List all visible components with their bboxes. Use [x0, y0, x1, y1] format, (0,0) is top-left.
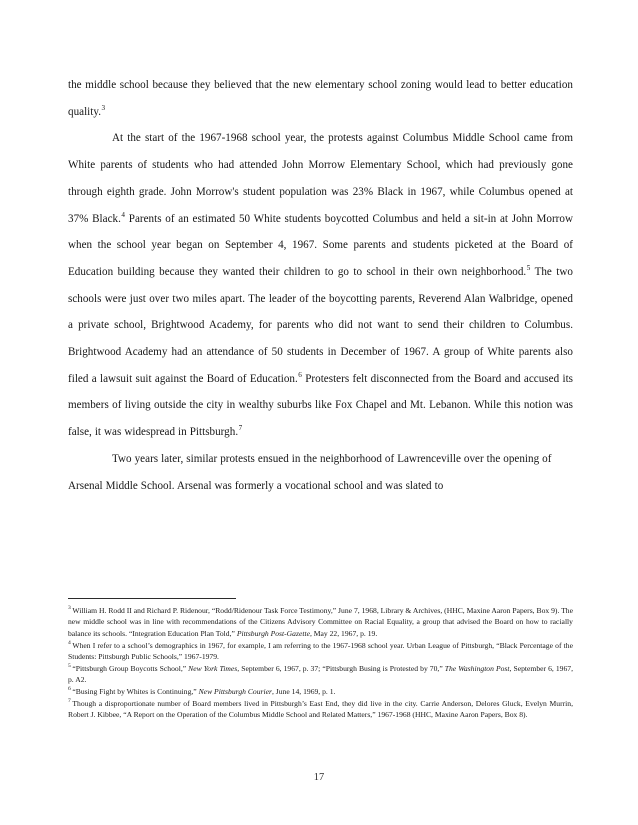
paragraph-text-part-3: The two schools were just over two miles apart. The leader of the boycotting parents, Reverend Alan Walbridge, opened a private school, Brightwood Academy, for parents who did not want to send their children to Columbus. Brightwood Academy had an attendance of 50 students in December of 1967. A group of White parents also filed a lawsuit suit against the Board of Education. — [68, 265, 573, 385]
page-number: 17 — [313, 772, 325, 783]
footnote-number-6: 6 — [68, 686, 71, 693]
footnote-reference-6[interactable]: 6 — [298, 371, 302, 380]
footnote-text-mid: , September 6, 1967, p. 37; “Pittsburgh Busing is Protested by 70,” — [237, 663, 445, 673]
footnote-number-3: 3 — [68, 605, 71, 612]
paragraph-text: the middle school because they believed that the new elementary school zoning would lead to better education quality. — [68, 79, 573, 118]
footnote-3 — [68, 605, 573, 639]
footnote-italic-title: New Pittsburgh Courier — [198, 687, 272, 697]
footnote-4 — [68, 640, 573, 663]
footnote-number-7: 7 — [68, 698, 71, 705]
footnote-6 — [68, 686, 573, 697]
footnote-text: William H. Rodd II and Richard P. Ridenour, “Rodd/Ridenour Task Force Testimony,” June 7, 1968, Library & Archives, (HHC, Maxine Aaron Papers, Box 9). The new middle school was in line with recommendations of the Citizens Advisory Committee on Racial Equality, a group that advised the Board on how to racially balance its schools. “Integration Education Plan Told,” — [68, 606, 573, 638]
footnote-italic-title-2: The Washington Post — [444, 663, 510, 673]
footnote-reference-7[interactable]: 7 — [238, 424, 243, 433]
footnote-text: Though a disproportionate number of Board members lived in Pittsburgh’s East End, they did live in the city. Carrie Anderson, Delores Gluck, Evelyn Murrin, Robert J. Kibbee, “A Report on the Operation of the Columbus Middle School and Related Matters,” 1967-1968 (HHC, Maxine Aaron Papers, Box 8). — [68, 698, 573, 720]
body-text-block — [68, 72, 573, 499]
paragraph-text: Two years later, similar protests ensued in the neighborhood of Lawrenceville over the opening of Arsenal Middle School. Arsenal was formerly a vocational school and was slated to — [68, 452, 552, 492]
footnote-reference-3[interactable]: 3 — [101, 104, 106, 113]
footnote-reference-5[interactable]: 5 — [526, 264, 531, 273]
footnote-area — [68, 598, 573, 721]
paragraph-continued — [68, 72, 573, 125]
footnote-italic-title: Pittsburgh Post-Gazette — [236, 628, 310, 638]
footnote-number-4: 4 — [68, 640, 71, 647]
paragraph-columbus-protests — [68, 125, 573, 445]
footnote-number-5: 5 — [68, 663, 71, 670]
footnote-7 — [68, 698, 573, 721]
paragraph-text-part-1: At the start of the 1967-1968 school year, the protests against Columbus Middle School came from White parents of students who had attended John Morrow Elementary School, which had previously gone through eighth grade. John Morrow's student population was 23% Black in 1967, while Columbus opened at 37% Black. — [68, 132, 573, 225]
footnote-reference-4[interactable]: 4 — [121, 210, 126, 219]
footnote-text-tail: , May 22, 1967, p. 19. — [309, 628, 378, 638]
footnote-text: “Pittsburgh Group Boycotts School,” — [72, 663, 189, 673]
paragraph-arsenal-protests — [68, 446, 573, 499]
footnote-text: “Busing Fight by Whites is Continuing,” — [72, 687, 199, 697]
footnote-text-tail: , June 14, 1969, p. 1. — [271, 687, 336, 697]
paragraph-text-part-4: Protesters felt disconnected from the Board and accused its members of living outside the city in wealthy suburbs like Fox Chapel and Mt. Lebanon. While this notion was false, it was widespread in Pittsburgh. — [68, 372, 574, 439]
footnote-text: When I refer to a school’s demographics in 1967, for example, I am referring to the 1967-1968 school year. Urban League of Pittsburgh, “Black Percentage of the Students: Pittsburgh Public Schools,” 1967-1979. — [68, 640, 573, 662]
paragraph-text-part-2: Parents of an estimated 50 White students boycotted Columbus and held a sit-in at John Morrow when the school year began on September 4, 1967. Some parents and students picketed at the Board of Education building because they wanted their children to go to school in their own neighborhood. — [68, 212, 573, 278]
footnote-separator-rule — [68, 598, 236, 599]
footnote-text-tail: , September 6, 1967, p. A2. — [68, 663, 573, 685]
footnote-italic-title-1: New York Times — [188, 663, 238, 673]
footnote-5 — [68, 663, 573, 686]
